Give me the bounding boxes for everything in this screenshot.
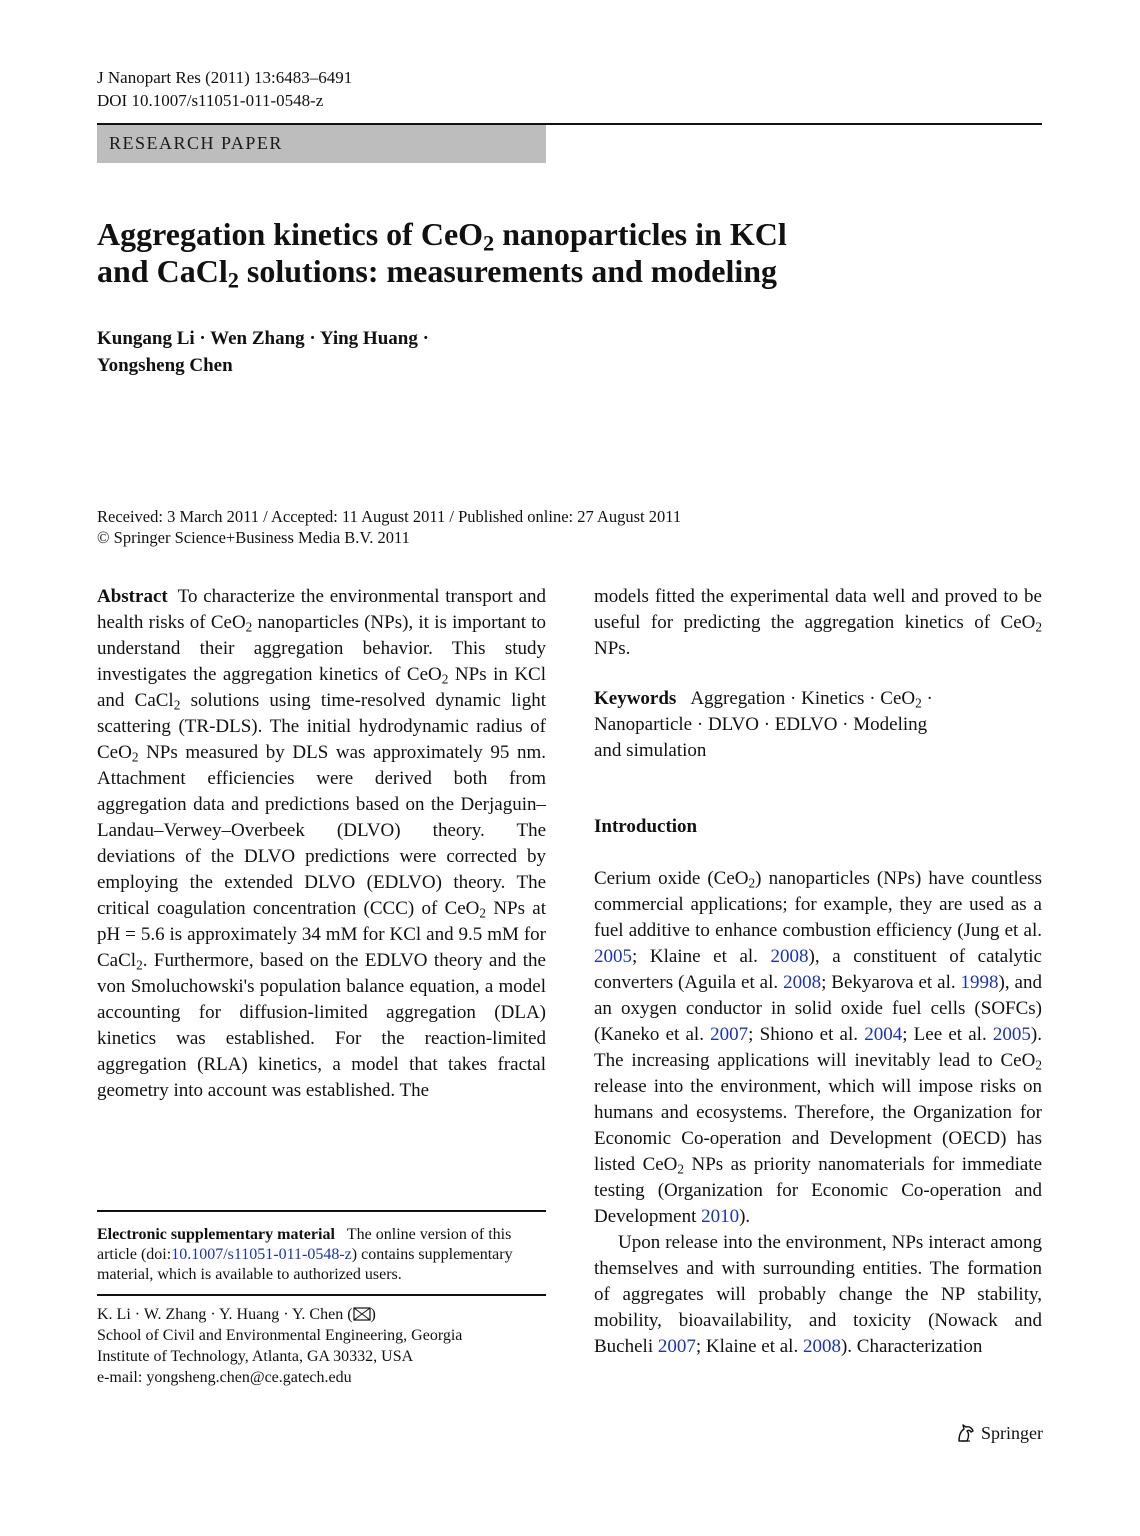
paper-title	[97, 216, 957, 293]
citation-link[interactable]: 2008	[802, 1336, 841, 1357]
section-badge-label: RESEARCH PAPER	[109, 133, 283, 153]
authors-line-1: Kungang Li · Wen Zhang · Ying Huang ·	[97, 328, 429, 349]
title-line-1: Aggregation kinetics of CeO$_2$ nanoparticles in KCl	[97, 216, 787, 256]
intro-paragraph-1: Cerium oxide (CeO$_2$) nanoparticles (NPs) have countless commercial applications; for example, they are used as a fuel additive to enhance combustion efficiency (Jung et al. 2005; Klaine et al. 2008), a constituent of catalytic converters (Aguila et al. 2008; Bekyarova et al. 1998), and an oxygen conductor in solid oxide fuel cells (SOFCs) (Kaneko et al. 2007; Shiono et al. 2004; Lee et al. 2005). The increasing applications will inevitably lead to CeO$_2$ release into the environment, which will impose risks on humans and ecosystems. Therefore, the Organization for Economic Co-operation and Development (OECD) has listed CeO$_2$ NPs as priority nanomaterials for immediate testing (Organization for Economic Co-operation and Development 2010).	[594, 868, 1042, 1227]
esm-label: Electronic supplementary material	[97, 1226, 335, 1243]
citation-link[interactable]: 2010	[701, 1206, 740, 1227]
abstract: Abstract To characterize the environmental transport and health risks of CeO$_2$ nanoparticles (NPs), it is important to understand their aggregation behavior. This study investigates the aggregation kinetics of CeO$_2$ NPs in KCl and CaCl$_2$ solutions using time-resolved dynamic light scattering (TR-DLS). The initial hydrodynamic radius of CeO$_2$ NPs measured by DLS was approximately 95 nm. Attachment efficiencies were derived both from aggregation data and predictions based on the Derjaguin–Landau–Verwey–Overbeek (DLVO) theory. The deviations of the DLVO predictions were corrected by employing the extended DLVO (EDLVO) theory. The critical coagulation concentration (CCC) of CeO$_2$ NPs at pH = 5.6 is approximately 34 mM for KCl and 9.5 mM for CaCl$_2$. Furthermore, based on the EDLVO theory and the von Smoluchowski's population balance equation, a model accounting for diffusion-limited aggregation (DLA) kinetics was established. For the reaction-limited aggregation (RLA) kinetics, a model that takes fractal geometry into account was established. The	[97, 586, 546, 1101]
affiliation-note	[97, 1304, 546, 1388]
citation-link[interactable]: 2007	[657, 1336, 696, 1357]
left-column	[97, 584, 546, 1104]
abstract-label: Abstract	[97, 586, 168, 607]
citation-link[interactable]: 2007	[710, 1024, 749, 1045]
citation-link[interactable]: 2005	[594, 946, 632, 967]
citation-link[interactable]: 2008	[770, 946, 809, 967]
footnote-rule	[97, 1294, 546, 1296]
doi-line: DOI 10.1007/s11051-011-0548-z	[97, 91, 324, 110]
footnote-rule	[97, 1210, 546, 1212]
keywords-label: Keywords	[594, 688, 677, 709]
section-badge	[97, 125, 546, 163]
journal-citation	[97, 66, 352, 112]
affiliation-names: K. Li · W. Zhang · Y. Huang · Y. Chen ( )	[97, 1306, 376, 1323]
email-line: e-mail: yongsheng.chen@ce.gatech.edu	[97, 1369, 352, 1386]
publication-dates	[97, 506, 681, 548]
received-line: Received: 3 March 2011 / Accepted: 11 August 2011 / Published online: 27 August 2011	[97, 507, 682, 526]
intro-paragraph-2: Upon release into the environment, NPs interact among themselves and with surrounding entities. The formation of aggregates will probably change the NP stability, mobility, bioavailability, and toxicity (Nowack and Bucheli 2007; Klaine et al. 2008). Characterization	[594, 1232, 1042, 1357]
citation-link[interactable]: 2008	[783, 972, 822, 993]
journal-line: J Nanopart Res (2011) 13:6483–6491	[97, 68, 353, 87]
publisher-name: Springer	[981, 1422, 1043, 1443]
affiliation-line: School of Civil and Environmental Engineering, Georgia	[97, 1327, 463, 1344]
introduction-heading: Introduction	[594, 816, 698, 837]
supplementary-note: Electronic supplementary material The online version of this article (doi:10.1007/s11051-011-0548-z) contains supplementary material, which is available to authorized users.	[97, 1226, 513, 1283]
copyright-line: © Springer Science+Business Media B.V. 2011	[97, 528, 410, 547]
authors-line-2: Yongsheng Chen	[97, 355, 233, 376]
doi-link[interactable]: 10.1007/s11051-011-0548-z	[171, 1246, 352, 1263]
envelope-icon	[353, 1307, 371, 1321]
publisher-logo	[955, 1422, 1043, 1444]
title-line-2: and CaCl$_2$ solutions: measurements and modeling	[97, 253, 778, 293]
author-list	[97, 325, 429, 379]
citation-link[interactable]: 2005	[992, 1024, 1031, 1045]
citation-link[interactable]: 2004	[864, 1024, 903, 1045]
citation-link[interactable]: 1998	[960, 972, 999, 993]
affiliation-line: Institute of Technology, Atlanta, GA 30332, USA	[97, 1348, 414, 1365]
abstract-continued: models fitted the experimental data well and proved to be useful for predicting the aggregation kinetics of CeO$_2$ NPs.	[594, 586, 1042, 659]
keywords: Keywords Aggregation · Kinetics · CeO$_2$ · Nanoparticle · DLVO · EDLVO · Modeling and simulation	[594, 688, 933, 761]
right-column	[594, 584, 1042, 1360]
springer-horse-icon	[955, 1422, 977, 1444]
